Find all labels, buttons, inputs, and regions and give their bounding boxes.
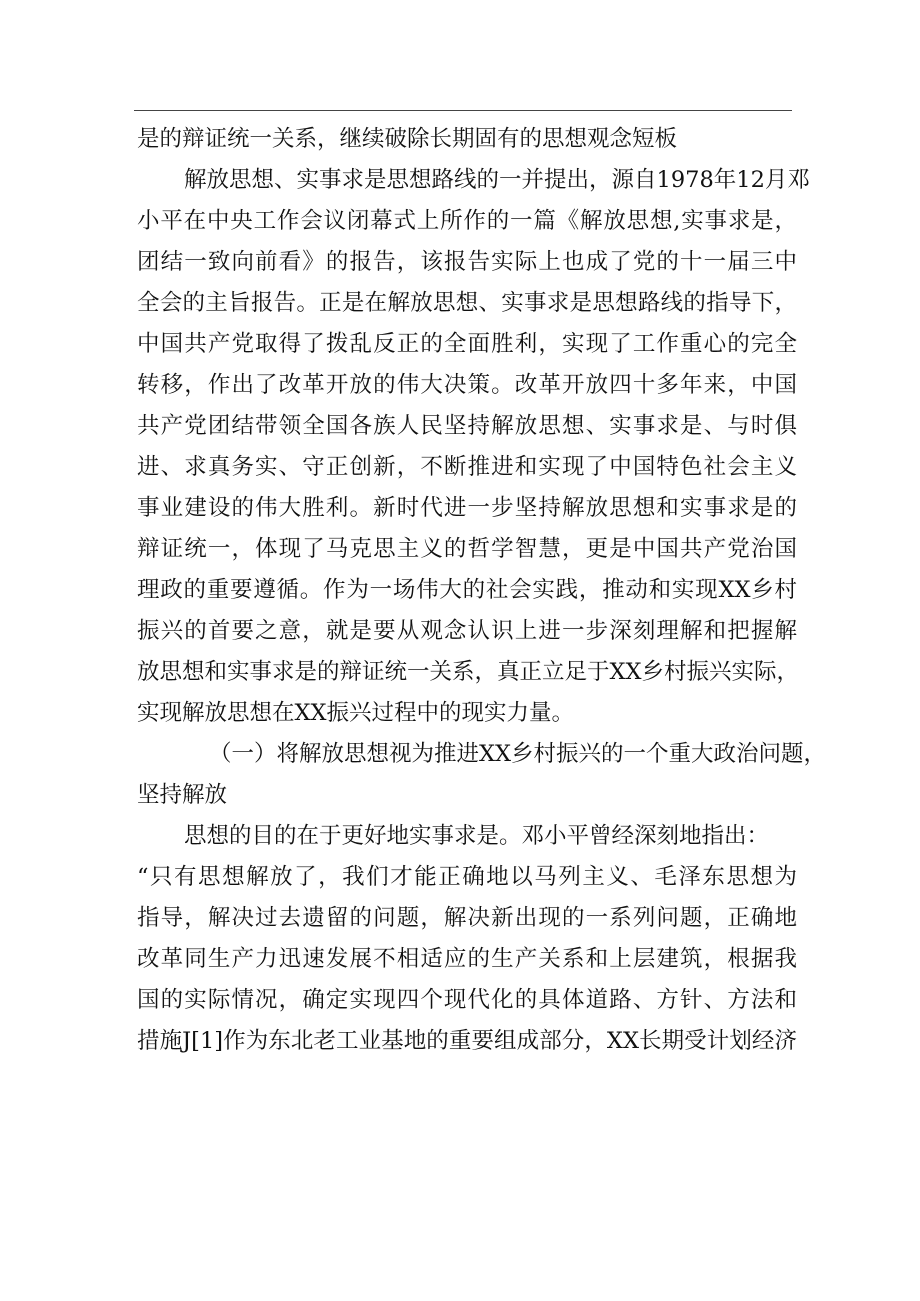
text-line: 是的辩证统一关系，继续破除长期固有的思想观念短板: [137, 126, 678, 152]
text-line: 振兴的首要之意，就是要从观念认识上进一步深刻理解和把握解: [137, 618, 797, 644]
header-rule: [134, 110, 792, 111]
text-line: 进、求真务实、守正创新，不断推进和实现了中国特色社会主义: [137, 454, 797, 480]
text-line: 国的实际情况，确定实现四个现代化的具体道路、方针、方法和: [137, 987, 797, 1013]
text-line: 中国共产党取得了拨乱反正的全面胜利，实现了工作重心的完全: [137, 331, 797, 357]
quote-line: “只有思想解放了，我们才能正确地以马列主义、毛泽东思想为: [137, 864, 797, 890]
section-heading-continuation: 坚持解放: [137, 782, 228, 808]
text-line: 实现解放思想在XX振兴过程中的现实力量。: [137, 700, 575, 726]
text-line: 共产党团结带领全国各族人民坚持解放思想、实事求是、与时俱: [137, 413, 797, 439]
text-line: 理政的重要遵循。作为一场伟大的社会实践，推动和实现XX乡村: [137, 577, 797, 603]
text-line: 辩证统一，体现了马克思主义的哲学智慧，更是中国共产党治国: [137, 536, 797, 562]
text-line: 指导，解决过去遗留的问题，解决新出现的一系列问题，正确地: [137, 905, 797, 931]
text-line: 团结一致向前看》的报告，该报告实际上也成了党的十一届三中: [137, 249, 797, 275]
text-line: 全会的主旨报告。正是在解放思想、实事求是思想路线的指导下，: [137, 290, 797, 316]
text-line: 事业建设的伟大胜利。新时代进一步坚持解放思想和实事求是的: [137, 495, 797, 521]
text-line: 转移，作出了改革开放的伟大决策。改革开放四十多年来，中国: [137, 372, 797, 398]
text-line: 放思想和实事求是的辩证统一关系，真正立足于XX乡村振兴实际，: [137, 659, 800, 685]
paragraph-start-line: 思想的目的在于更好地实事求是。邓小平曾经深刻地指出：: [184, 823, 770, 849]
body-text: [137, 119, 827, 1062]
paragraph-start-line: 解放思想、实事求是思想路线的一并提出，源自1978年12月邓: [184, 167, 810, 193]
text-line: 小平在中央工作会议闭幕式上所作的一篇《解放思想,实事求是，: [137, 208, 797, 234]
text-line: 改革同生产力迅速发展不相适应的生产关系和上层建筑，根据我: [137, 946, 797, 972]
text-line: 措施J[1]作为东北老工业基地的重要组成部分，XX长期受计划经济: [137, 1028, 797, 1054]
section-heading: （一）将解放思想视为推进XX乡村振兴的一个重大政治问题，: [209, 741, 827, 767]
